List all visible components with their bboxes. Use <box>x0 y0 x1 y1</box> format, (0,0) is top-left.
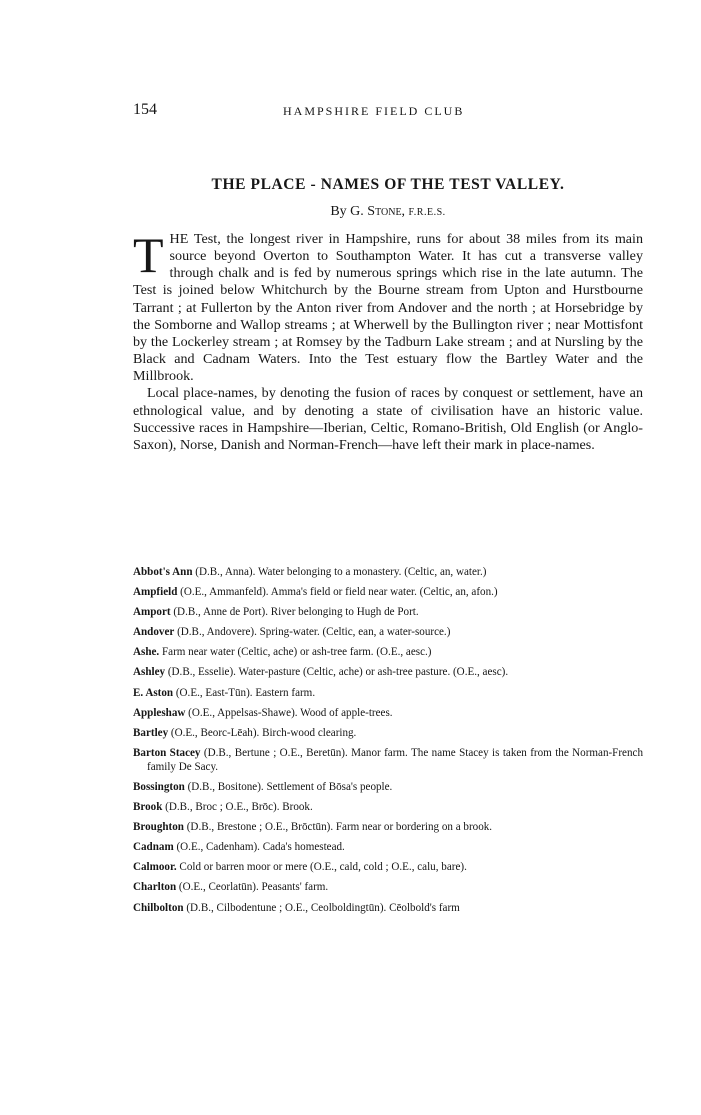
article-title: THE PLACE - NAMES OF THE TEST VALLEY. <box>211 176 565 193</box>
glossary-entry <box>133 840 643 854</box>
drop-cap: T <box>133 227 164 283</box>
entry-headword: Andover <box>133 626 175 639</box>
glossary-entry <box>133 800 643 814</box>
glossary-entry <box>133 706 643 720</box>
entry-headword: Ashe. <box>133 646 160 659</box>
entry-text: (O.E., Ceorlatūn). Peasants' farm. <box>176 881 329 894</box>
page-number: 154 <box>133 101 157 118</box>
paragraph-intro <box>133 227 643 385</box>
entry-text: (O.E., Ammanfeld). Amma's field or field near water. (Celtic, an, afon.) <box>177 586 498 599</box>
glossary-entry <box>133 625 643 639</box>
author-credentials: F.R.E.S. <box>408 207 446 218</box>
glossary-entry <box>133 860 643 874</box>
entry-text: Cold or barren moor or mere (O.E., cald, cold ; O.E., calu, bare). <box>176 861 467 874</box>
entry-text: (D.B., Anne de Port). River belonging to Hugh de Port. <box>170 606 419 619</box>
entry-text: (O.E., Cadenham). Cada's homestead. <box>173 841 345 854</box>
byline <box>133 204 643 220</box>
entry-text: (D.B., Bertune ; O.E., Beretūn). Manor farm. The name Stacey is taken from the Norman-French family De Sacy. <box>147 746 643 773</box>
glossary-entry <box>133 605 643 619</box>
entry-text: (D.B., Bositone). Settlement of Bōsa's people. <box>184 780 393 793</box>
entry-headword: Cadnam <box>133 841 174 854</box>
glossary-entry <box>133 585 643 599</box>
entry-text: (O.E., East-Tūn). Eastern farm. <box>173 686 316 699</box>
glossary-entry <box>133 726 643 740</box>
entry-headword: Appleshaw <box>133 706 186 719</box>
glossary-entry <box>133 880 643 894</box>
article-body <box>133 227 643 454</box>
entry-text: (D.B., Cilbodentune ; O.E., Ceolboldingtūn). Cēolbold's farm <box>183 901 460 914</box>
entry-headword: E. Aston <box>133 686 174 699</box>
running-head: HAMPSHIRE FIELD CLUB <box>283 104 465 118</box>
entry-headword: Barton Stacey <box>133 746 201 759</box>
entry-text: (D.B., Brestone ; O.E., Brōctūn). Farm near or bordering on a brook. <box>183 821 493 834</box>
entry-headword: Abbot's Ann <box>133 566 193 578</box>
entry-text: (O.E., Beorc-Lēah). Birch-wood clearing. <box>168 726 357 739</box>
glossary-entry <box>133 746 643 774</box>
place-name-glossary <box>133 565 643 921</box>
entry-text: (D.B., Esselie). Water-pasture (Celtic, ache) or ash-tree pasture. (O.E., aesc). <box>165 666 509 679</box>
paragraph-local-names: Local place-names, by denoting the fusion of races by conquest or settlement, have an ethnological value, and by denoting a state of civilisation have an historic value. Successive races in Hampshire—Iberian, Celtic, Romano-British, Old English (or Anglo-Saxon), Norse, Danish and Norman-French—have left their mark in place-names. <box>133 385 643 453</box>
entry-headword: Bossington <box>133 780 185 793</box>
entry-headword: Calmoor. <box>133 861 177 874</box>
entry-headword: Broughton <box>133 821 184 834</box>
paragraph-intro-text: HE Test, the longest river in Hampshire, runs for about 38 miles from its main source beyond Overton to Southampton Water. It has cut a transverse valley through chalk and is fed by numerous springs which rise in the late autumn. The Test is joined below Whitchurch by the Bourne stream from Upton and Hurstbourne Tarrant ; at Fullerton by the Anton river from Andover and the north ; at Horsebridge by the Somborne and Wallop streams ; at Wherwell by the Bullington river ; near Mottisfont by the Lockerley stream ; at Romsey by the Tadburn Lake stream ; and at Nursling by the Black and Cadnam Waters. Into the Test estuary flow the Bartley Water and the Millbrook. <box>133 231 643 385</box>
glossary-entry <box>133 780 643 794</box>
entry-headword: Brook <box>133 801 163 814</box>
glossary-entry <box>133 665 643 679</box>
glossary-entry <box>133 820 643 834</box>
byline-prefix: By G. <box>330 204 364 219</box>
entry-headword: Bartley <box>133 726 169 739</box>
entry-text: (O.E., Appelsas-Shawe). Wood of apple-trees. <box>185 706 393 719</box>
glossary-entry <box>133 901 643 915</box>
entry-headword: Charlton <box>133 881 177 894</box>
entry-headword: Amport <box>133 606 171 619</box>
glossary-entry <box>133 565 643 579</box>
entry-headword: Ampfield <box>133 586 178 599</box>
entry-text: (D.B., Anna). Water belonging to a monastery. (Celtic, an, water.) <box>192 566 487 578</box>
entry-text: (D.B., Broc ; O.E., Brōc). Brook. <box>162 801 313 814</box>
entry-headword: Chilbolton <box>133 901 184 914</box>
glossary-entry <box>133 686 643 700</box>
author-name: Stone, <box>367 204 406 219</box>
entry-headword: Ashley <box>133 666 166 679</box>
glossary-entry <box>133 645 643 659</box>
page-header <box>133 101 643 123</box>
entry-text: (D.B., Andovere). Spring-water. (Celtic, ean, a water-source.) <box>174 626 451 639</box>
entry-text: Farm near water (Celtic, ache) or ash-tree farm. (O.E., aesc.) <box>159 646 432 659</box>
